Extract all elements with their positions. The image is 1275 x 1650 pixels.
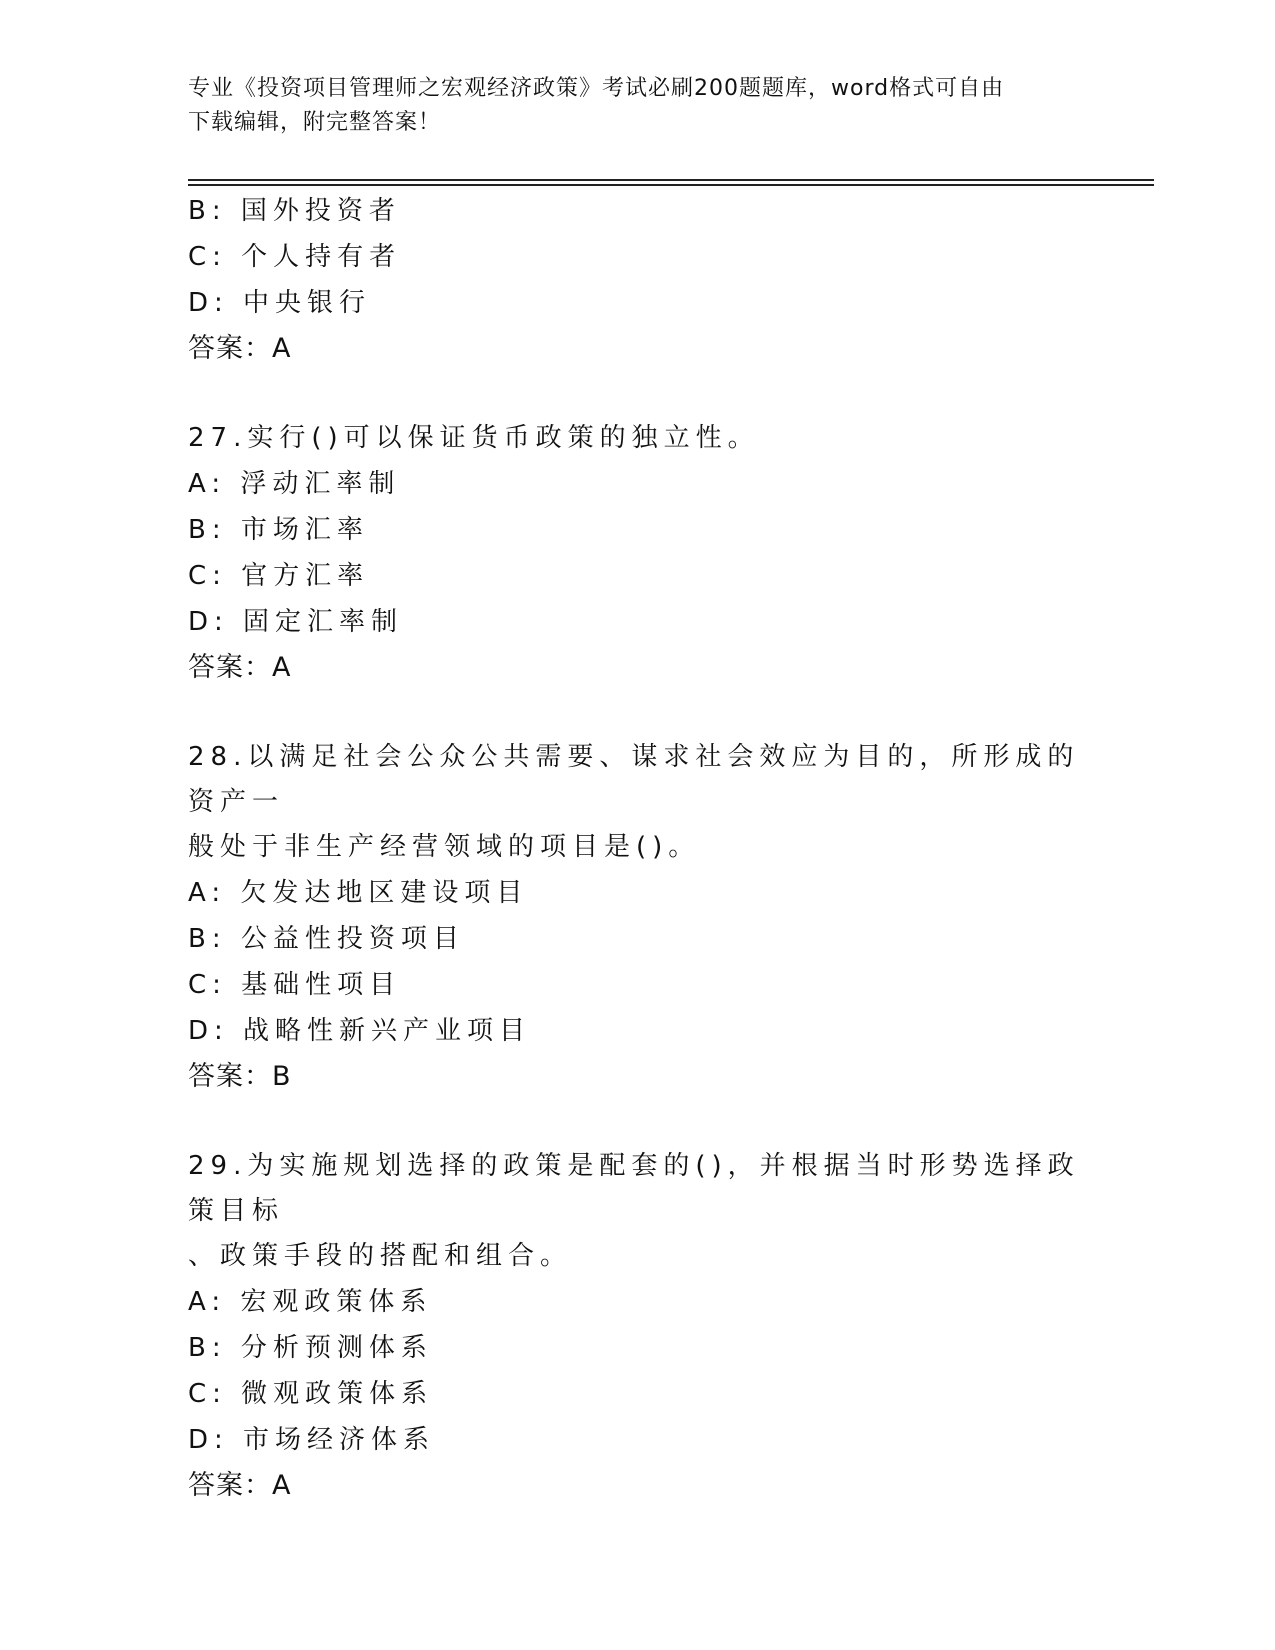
option-c: C: 个人持有者: [188, 242, 402, 272]
option-a: A: 宏观政策体系: [188, 1287, 433, 1317]
question-29: [188, 1144, 1088, 1509]
option-c: C: 微观政策体系: [188, 1379, 434, 1409]
question-stem-line-1: 28.以满足社会公众公共需要、谋求社会效应为目的，所形成的资产一: [188, 742, 1080, 817]
document-body: [188, 188, 1088, 1509]
option-d: D: 战略性新兴产业项目: [188, 1016, 532, 1046]
question-stem-line-1: 29.为实施规划选择的政策是配套的()，并根据当时形势选择政策目标: [188, 1151, 1080, 1226]
header-divider-top: [188, 179, 1154, 181]
header-line-2: 下载编辑，附完整答案！: [188, 110, 442, 135]
question-stem-line-2: 般处于非生产经营领域的项目是()。: [188, 832, 701, 862]
document-header: [188, 72, 1088, 140]
question-stem-line-2: 、政策手段的搭配和组合。: [188, 1241, 573, 1271]
option-b: B: 国外投资者: [188, 196, 401, 226]
option-c: C: 基础性项目: [188, 970, 402, 1000]
option-a: A: 浮动汇率制: [188, 469, 401, 499]
option-b: B: 公益性投资项目: [188, 924, 465, 954]
option-d: D: 固定汇率制: [188, 607, 404, 637]
answer-line: 答案：A: [188, 652, 292, 683]
option-a: A: 欠发达地区建设项目: [188, 878, 529, 908]
answer-line: 答案：A: [188, 1470, 292, 1501]
header-divider-bottom: [188, 184, 1154, 186]
question-stem: 27.实行()可以保证货币政策的独立性。: [188, 423, 760, 453]
option-b: B: 市场汇率: [188, 515, 369, 545]
question-28: [188, 735, 1088, 1100]
header-line-1: 专业《投资项目管理师之宏观经济政策》考试必刷200题题库，word格式可自由: [188, 76, 1005, 101]
option-b: B: 分析预测体系: [188, 1333, 433, 1363]
option-c: C: 官方汇率: [188, 561, 370, 591]
question-27: [188, 416, 1088, 691]
answer-line: 答案：A: [188, 333, 292, 364]
answer-line: 答案：B: [188, 1061, 292, 1092]
question-block-continued: [188, 188, 1088, 372]
option-d: D: 中央银行: [188, 288, 372, 318]
option-d: D: 市场经济体系: [188, 1425, 436, 1455]
